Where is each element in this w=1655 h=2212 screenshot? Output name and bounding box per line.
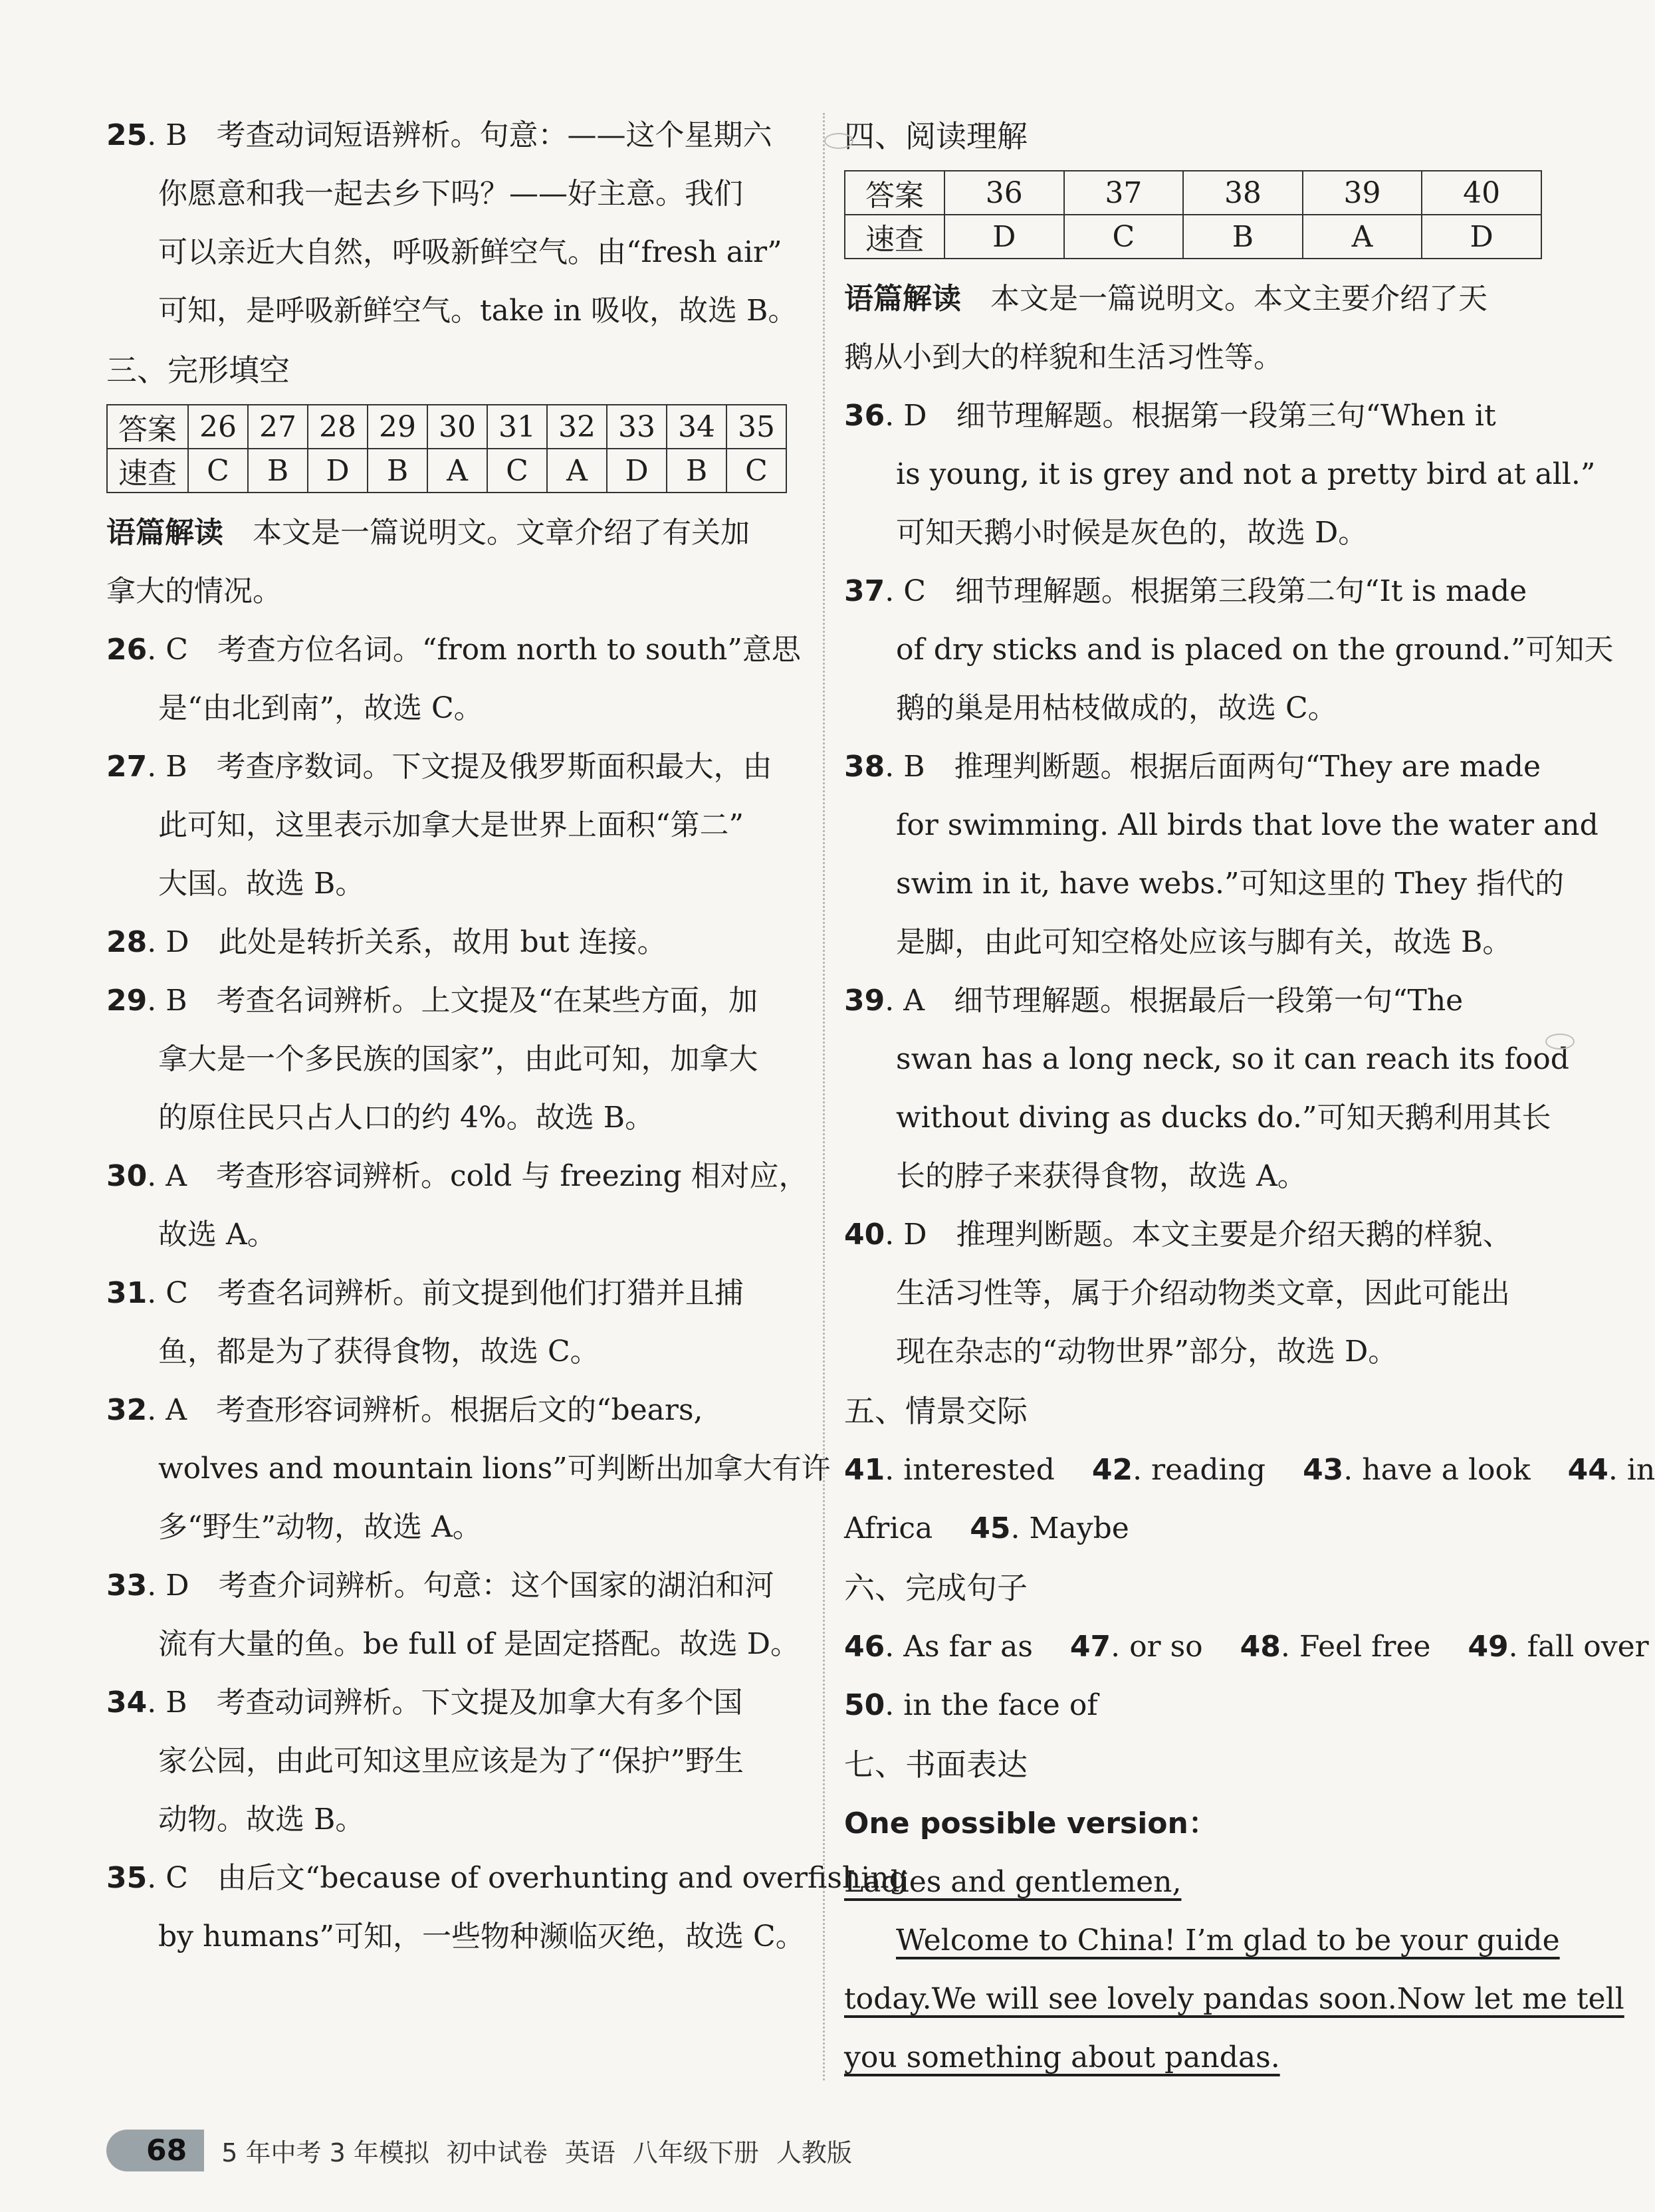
answer-25: 25. B 考查动词短语辨析。句意：——这个星期六 你愿意和我一起去乡下吗？——好主意。我们 可以亲近大自然，呼吸新鲜空气。由“fresh air” 可知，是呼吸新鲜空气。take in 吸收，故选 B。 <box>106 118 798 328</box>
answer-item <box>106 1264 811 1381</box>
item-text: 家公园，由此可知这里应该是为了“保护”野生 <box>158 1744 744 1778</box>
item-text: 现在杂志的“动物世界”部分，故选 D。 <box>896 1335 1398 1369</box>
item-text: . A 考查形容词辨析。根据后文的“bears, <box>147 1393 703 1427</box>
section-title-cloze: 三、完形填空 <box>106 352 290 388</box>
answer-item <box>106 1849 908 1966</box>
answer-item <box>106 972 811 1147</box>
item-text: 故选 A。 <box>158 1218 276 1252</box>
item-text: swim in it, have webs.”可知这里的 They 指代的 <box>896 867 1565 901</box>
item-text: 可知天鹅小时候是灰色的，故选 D。 <box>896 516 1368 550</box>
item-number: 35 <box>106 1861 148 1895</box>
answer-item <box>844 738 1599 972</box>
version-lead: One possible version： <box>844 1807 1218 1840</box>
item-number: 34 <box>106 1686 148 1719</box>
item-text: 此可知，这里表示加拿大是世界上面积“第二” <box>158 808 744 842</box>
item-text: . A 细节理解题。根据最后一段第一句“The <box>885 984 1464 1018</box>
item-text: swan has a long neck, so it can reach its food <box>896 1042 1569 1076</box>
answer-item <box>844 562 1614 738</box>
grade: 八年级下册 <box>632 2138 759 2167</box>
reading-answer-table <box>844 170 1542 259</box>
section-title-sentences: 六、完成句子 <box>844 1570 1028 1606</box>
item-text: 鹅的巢是用枯枝做成的，故选 C。 <box>896 691 1337 725</box>
item-text: . D 推理判断题。本文主要是介绍天鹅的样貌、 <box>885 1218 1512 1252</box>
item-text: is young, it is grey and not a pretty bird at all.” <box>896 457 1596 491</box>
series-name: 初中试卷 <box>446 2138 548 2167</box>
answer-item <box>106 1147 811 1264</box>
table-row: 速查 D C B A D <box>845 215 1541 259</box>
item-text: . B 推理判断题。根据后面两句“They are made <box>885 750 1541 784</box>
item-number: 33 <box>106 1569 148 1603</box>
leaf-decoration-icon <box>824 133 853 149</box>
reading-interpretation-right: 语篇解读 本文是一篇说明文。本文主要介绍了天 鹅从小到大的样貌和生活习性等。 <box>844 282 1488 374</box>
item-text: 鱼，都是为了获得食物，故选 C。 <box>158 1335 600 1369</box>
item-number: 30 <box>106 1159 148 1193</box>
answer-item <box>844 1206 1542 1381</box>
table-row: 答案 36 37 38 39 40 <box>845 171 1541 215</box>
item-text: 长的脖子来获得食物，故选 A。 <box>896 1159 1307 1193</box>
dialogue-answers-cont: Africa 45. Maybe <box>844 1511 1129 1545</box>
answer-item <box>106 621 811 738</box>
item-text: 生活习性等，属于介绍动物类文章，因此可能出 <box>896 1276 1510 1310</box>
reading-explanations <box>844 387 1614 1381</box>
essay-line: today.We will see lovely pandas soon.Now let me tell <box>844 1982 1624 2016</box>
item-number: 31 <box>106 1276 148 1310</box>
cloze-answer-table <box>106 404 787 493</box>
table-row: 速查 C B D B A C A D B C <box>107 449 786 493</box>
item-number: 29 <box>106 984 148 1018</box>
item-number: 32 <box>106 1393 148 1427</box>
essay-line: you something about pandas. <box>844 2041 1280 2074</box>
item-text: 拿大是一个多民族的国家”，由此可知，加拿大 <box>158 1042 758 1076</box>
item-number: 39 <box>844 984 885 1018</box>
sentence-answers: 46. As far as 47. or so 48. Feel free 49. fall over <box>844 1630 1649 1664</box>
item-text: . C 考查名词辨析。前文提到他们打猎并且捕 <box>147 1276 744 1310</box>
leaf-decoration-icon <box>1545 1034 1575 1050</box>
item-text: 的原住民只占人口的约 4%。故选 B。 <box>158 1101 655 1135</box>
column-divider <box>823 113 827 2080</box>
item-number: 26 <box>106 633 148 667</box>
item-text: without diving as ducks do.”可知天鹅利用其长 <box>896 1101 1551 1135</box>
sentence-answers-cont: 50. in the face of <box>844 1688 1098 1722</box>
item-text: 是“由北到南”，故选 C。 <box>158 691 483 725</box>
subject: 英语 <box>564 2138 615 2167</box>
answer-item <box>106 1674 811 1849</box>
item-number: 37 <box>844 574 885 608</box>
table-row: 答案 26 27 28 29 30 31 32 33 34 35 <box>107 405 786 449</box>
reading-interpretation: 语篇解读 本文是一篇说明文。文章介绍了有关加 拿大的情况。 <box>106 516 750 608</box>
salutation: Ladies and gentlemen, <box>844 1865 1182 1899</box>
answer-item <box>844 972 1569 1206</box>
item-text: . C 细节理解题。根据第三段第二句“It is made <box>885 574 1527 608</box>
book-title: 5 年中考 3 年模拟 <box>221 2138 429 2167</box>
item-text: . B 考查动词辨析。下文提及加拿大有多个国 <box>147 1686 743 1719</box>
item-text: . B 考查名词辨析。上文提及“在某些方面，加 <box>147 984 758 1018</box>
item-number: 27 <box>106 750 148 784</box>
section-title-writing: 七、书面表达 <box>844 1747 1028 1783</box>
item-text: by humans”可知，一些物种濒临灭绝，故选 C。 <box>158 1920 805 1953</box>
answer-item <box>106 913 811 972</box>
dialogue-answers: 41. interested 42. reading 43. have a look 44. in <box>844 1453 1655 1487</box>
item-text: . D 此处是转折关系，故用 but 连接。 <box>147 925 667 959</box>
item-number: 36 <box>844 399 885 433</box>
item-text: 多“野生”动物，故选 A。 <box>158 1510 482 1544</box>
item-text: . B 考查序数词。下文提及俄罗斯面积最大，由 <box>147 750 772 784</box>
item-text: for swimming. All birds that love the water and <box>896 808 1599 842</box>
item-number: 38 <box>844 750 885 784</box>
answer-item <box>844 387 1596 562</box>
answer-item <box>106 1557 811 1674</box>
item-text: . C 考查方位名词。“from north to south”意思 <box>147 633 801 667</box>
item-text: wolves and mountain lions”可判断出加拿大有许 <box>158 1452 831 1486</box>
edition: 人教版 <box>776 2138 852 2167</box>
essay-line: Welcome to China! I’m glad to be your guide <box>896 1924 1560 1957</box>
item-text: 大国。故选 B。 <box>158 867 365 901</box>
page-number: 68 <box>106 2130 204 2171</box>
item-text: . D 考查介词辨析。句意：这个国家的湖泊和河 <box>147 1569 774 1603</box>
item-text: . D 细节理解题。根据第一段第三句“When it <box>885 399 1496 433</box>
answer-item <box>106 1381 831 1557</box>
item-text: . C 由后文“because of overhunting and overfishing <box>147 1861 908 1895</box>
right-column <box>844 106 1655 2087</box>
item-text: of dry sticks and is placed on the ground.”可知天 <box>896 633 1614 667</box>
page-footer <box>106 2120 852 2180</box>
section-title-reading: 四、阅读理解 <box>844 118 1028 154</box>
item-number: 40 <box>844 1218 885 1252</box>
item-text: . A 考查形容词辨析。cold 与 freezing 相对应， <box>147 1159 808 1193</box>
answer-item <box>106 738 811 913</box>
item-number: 28 <box>106 925 148 959</box>
item-text: 是脚，由此可知空格处应该与脚有关，故选 B。 <box>896 925 1512 959</box>
item-text: 流有大量的鱼。be full of 是固定搭配。故选 D。 <box>158 1627 800 1661</box>
section-title-dialogue: 五、情景交际 <box>844 1393 1028 1429</box>
item-text: 动物。故选 B。 <box>158 1803 365 1836</box>
